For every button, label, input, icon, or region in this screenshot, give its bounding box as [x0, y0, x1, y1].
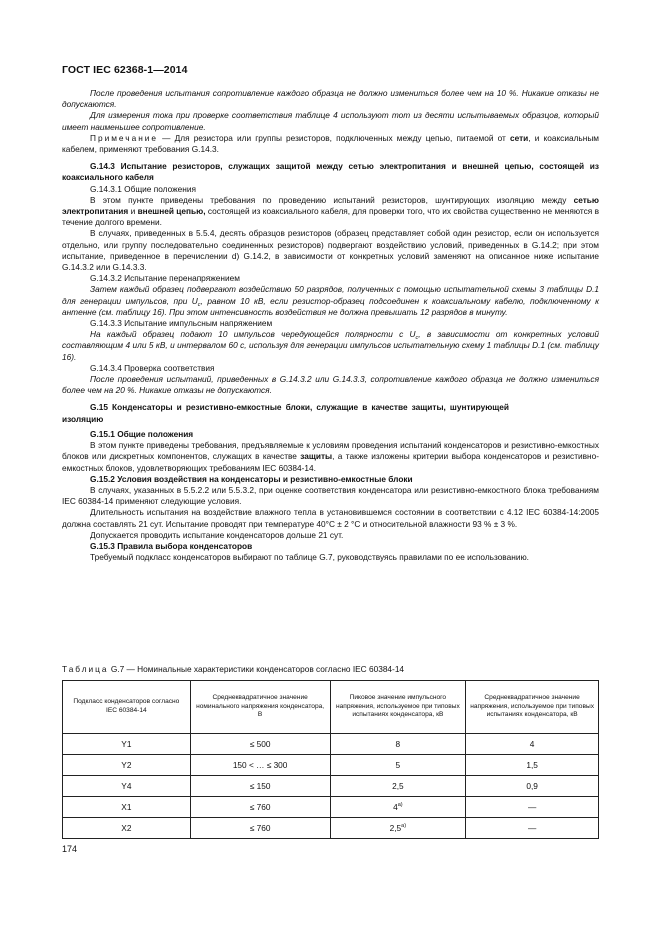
- p6-text-b: , в зависимости от конкретных условий составляющим 4 или 5 кВ, и интервалом 60 с, используя для генерации импульсов испытательную схему 1 таблицы D.1 (см. таблицу 16).: [62, 329, 599, 362]
- cell-rated-voltage: ≤ 500: [190, 734, 330, 755]
- footnote-mark: a): [401, 823, 407, 829]
- cell-peak-impulse: [330, 776, 466, 797]
- section-heading-g14-3: G.14.3 Испытание резисторов, служащих защитой между сетью электропитания и внешней цепью, состоящей из коаксиального кабеля: [62, 161, 599, 183]
- note-text-c: , и коаксиальным кабелем, применяют требования G.14.3.: [62, 132, 599, 155]
- peak-value: 2,5: [392, 781, 404, 791]
- subsection-g14-3-1: G.14.3.1 Общие положения: [90, 183, 196, 194]
- p3-text-c: и: [128, 206, 138, 217]
- paragraph-compliance-check: После проведения испытаний, приведенных в G.14.3.2 или G.14.3.3, сопротивление каждого образца не должно измениться более чем на 20 %. Никакие отказы не допускаются.: [62, 374, 599, 396]
- cell-rms-test-voltage: 4: [466, 734, 599, 755]
- cell-subclass: Y4: [63, 776, 191, 797]
- p3-term-mains: сетью электропитания: [62, 194, 599, 217]
- note-paragraph: [62, 133, 599, 155]
- section-heading-g15-2: G.15.2 Условия воздействия на конденсаторы и резистивно-емкостные блоки: [90, 473, 413, 484]
- capacitor-ratings-table: [62, 680, 599, 839]
- cell-subclass: Y1: [63, 734, 191, 755]
- table-caption-text: G.7 — Номинальные характеристики конденсаторов согласно IEC 60384-14: [110, 664, 405, 674]
- p6-subscript: c: [415, 335, 419, 342]
- paragraph-impulse-test: [62, 329, 599, 363]
- p3-term-external: внешней цепью,: [137, 206, 206, 217]
- document-header: ГОСТ IEC 62368-1—2014: [62, 64, 188, 76]
- peak-value: 4: [393, 802, 398, 812]
- cell-peak-impulse: [330, 818, 466, 839]
- cell-rated-voltage: ≤ 760: [190, 797, 330, 818]
- p8-text-c: , а также изложены критерии выбора конденсаторов и резистивно-емкостных блоков, удовлетворяющих требованиям IEC 60384-14.: [62, 451, 599, 473]
- table-row: [63, 776, 599, 797]
- paragraph-g14-3-1: [62, 195, 599, 229]
- paragraph-g15-2: В случаях, указанных в 5.5.2.2 или 5.5.3.2, при оценке соответствия конденсатора или резистивно-емкостного блока требованиям IEC 60384-14 применяют следующие условия.: [62, 484, 599, 507]
- table-caption-label: Таблица: [62, 664, 109, 674]
- subsection-g14-3-2: G.14.3.2 Испытание перенапряжением: [90, 273, 240, 284]
- header-rated-voltage: Среднеквадратичное значение номинального напряжения конденсатора, В: [190, 681, 330, 734]
- cell-rms-test-voltage: 1,5: [466, 755, 599, 776]
- paragraph-current-measurement: Для измерения тока при проверке соответствия таблице 4 используют тот из десяти испытываемых образцов, который имеет наименьшее сопротивление.: [62, 110, 599, 132]
- peak-value: 8: [395, 739, 401, 749]
- subsection-g14-3-4: G.14.3.4 Проверка соответствия: [90, 362, 215, 373]
- paragraph-g15-3: Требуемый подкласс конденсаторов выбирают по таблице G.7, руководствуясь правилами по ее использованию.: [90, 552, 529, 563]
- table-caption: [62, 664, 404, 674]
- cell-subclass: X1: [63, 797, 191, 818]
- section-heading-g15-1: G.15.1 Общие положения: [90, 428, 194, 439]
- header-subclass: Подкласс конденсаторов согласно IEC 60384-14: [63, 681, 191, 734]
- p5-subscript: c: [197, 301, 201, 308]
- cell-rms-test-voltage: 0,9: [466, 776, 599, 797]
- table-row: [63, 818, 599, 839]
- paragraph-resistance-change: После проведения испытания сопротивление каждого образца не должно измениться более чем на 10 %. Никакие отказы не допускаются.: [62, 88, 599, 110]
- p3-text-e: состоящей из коаксиального кабеля, для проверки того, что их свойства существенно не меняются в течение долгого времени.: [62, 206, 599, 228]
- paragraph-longer-test: Допускается проводить испытание конденсаторов дольше 21 сут.: [90, 529, 344, 540]
- header-peak-impulse: Пиковое значение импульсного напряжения, используемое при типовых испытаниях конденсатора, кВ: [330, 681, 466, 734]
- paragraph-damp-heat: Длительность испытания на воздействие влажного тепла в установившемся состоянии в соответствии с 4.12 IEC 60384-14:2005 должна составлять 21 сут. Испытание проводят при температуре 40°C ± 2 °C и относительной влажности 93 % ± 3 %.: [62, 507, 599, 529]
- header-rms-test-voltage: Среднеквадратичное значение напряжения, используемое при типовых испытаниях конденсатора, кВ: [466, 681, 599, 734]
- cell-rated-voltage: ≤ 150: [190, 776, 330, 797]
- subsection-g14-3-3: G.14.3.3 Испытание импульсным напряжением: [90, 318, 273, 329]
- note-term-mains: сети: [509, 132, 529, 143]
- paragraph-g15-1: [62, 440, 599, 474]
- table-row: [63, 755, 599, 776]
- paragraph-surge-test: [62, 284, 599, 318]
- cell-subclass: Y2: [63, 755, 191, 776]
- cell-rated-voltage: ≤ 760: [190, 818, 330, 839]
- cell-subclass: X2: [63, 818, 191, 839]
- peak-value: 2,5: [389, 823, 402, 833]
- p8-text-a: В этом пункте приведены требования, предъявляемые к условиям проведения испытаний конденсаторов и резистивно-емкостных блоков или дискретных компонентов, служащих в качестве: [62, 440, 599, 462]
- p5-text-a: Затем каждый образец подвергают воздействию 50 разрядов, полученных с помощью испытательной схемы 3 таблицы D.1 для генерации импульсов, при U: [62, 284, 599, 306]
- p5-text-b: , равном 10 кВ, если резистор-образец подсоединен к коаксиальному кабелю, подключенному к антенне (см. таблицу 16). При этом интенсивность воздействия не должна превышать 12 разрядов в минуту.: [62, 295, 599, 317]
- table-header-row: [63, 681, 599, 734]
- footnote-mark: a): [397, 802, 403, 808]
- page-number: 174: [62, 844, 78, 854]
- table-row: [63, 797, 599, 818]
- p6-text-a: На каждый образец подают 10 импульсов чередующейся полярности с U: [90, 329, 416, 340]
- section-heading-g15-3: G.15.3 Правила выбора конденсаторов: [90, 540, 253, 551]
- cell-rms-test-voltage: —: [466, 818, 599, 839]
- page-body: [62, 88, 599, 563]
- note-text-a: — Для резистора или группы резисторов, подключенных между цепью, питаемой от: [158, 132, 510, 143]
- p3-text-a: В этом пункте приведены требования по проведению испытаний резисторов, шунтирующих изоляцию между: [90, 194, 574, 205]
- cell-rms-test-voltage: —: [466, 797, 599, 818]
- note-label: Примечание: [90, 132, 159, 143]
- table-row: [63, 734, 599, 755]
- cell-rated-voltage: 150 < … ≤ 300: [190, 755, 330, 776]
- cell-peak-impulse: [330, 797, 466, 818]
- cell-peak-impulse: [330, 734, 466, 755]
- paragraph-ten-samples: В случаях, приведенных в 5.5.4, десять образцов резисторов (образец представляет собой один резистор, если он используется отдельно, или группу последовательно соединенных резисторов) подвергают воздействию условий, приведенных в G.14.2; при этом испытание, приведенное в перечислении d) G.14.2, в зависимости от конкретных условий заменяют на описанное ниже испытание G.14.3.2 или G.14.3.3.: [62, 228, 599, 273]
- section-heading-g15: G.15 Конденсаторы и резистивно-емкостные блоки, служащие в качестве защиты, шунтирующей изоляцию: [62, 402, 509, 424]
- p8-term-protection: защиты: [300, 451, 333, 462]
- cell-peak-impulse: [330, 755, 466, 776]
- peak-value: 5: [395, 760, 401, 770]
